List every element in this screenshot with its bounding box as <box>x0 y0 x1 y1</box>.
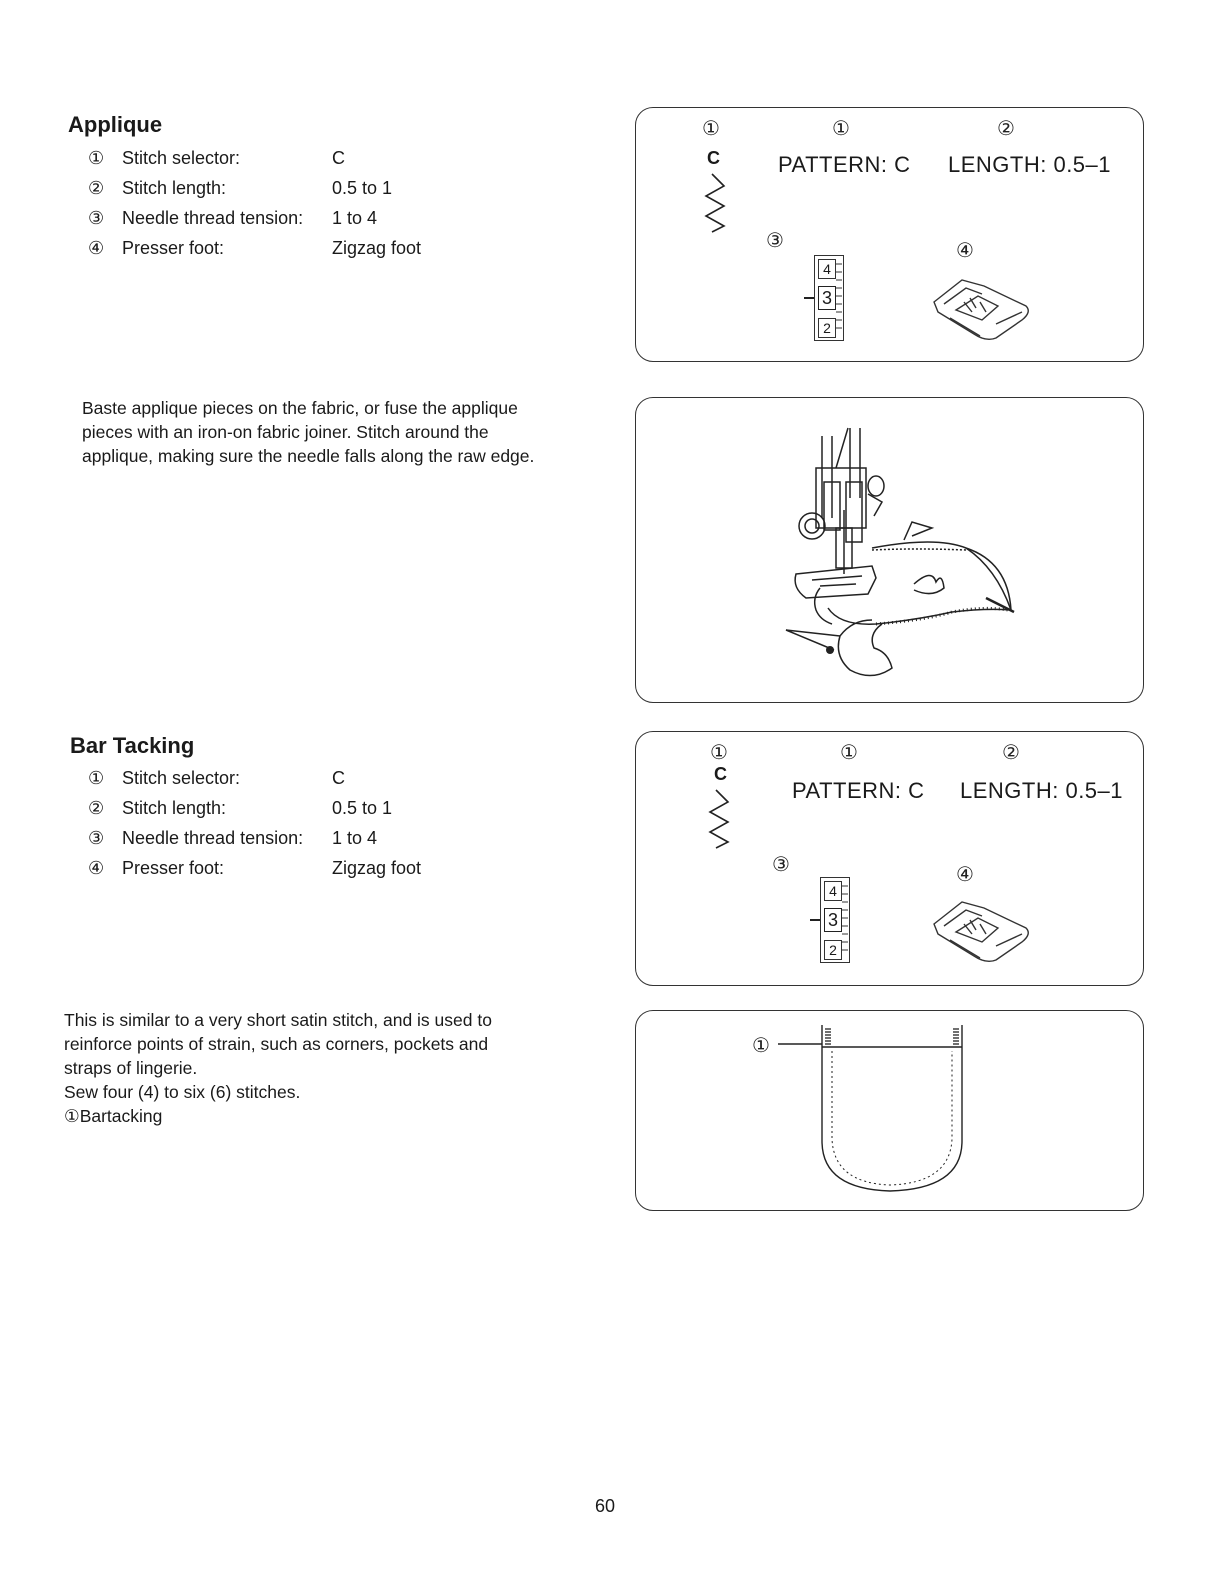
marker-length: ② <box>997 118 1015 140</box>
applique-description <box>82 396 534 468</box>
setting-number: ④ <box>88 238 105 258</box>
pattern-display: PATTERN: C <box>792 778 925 803</box>
setting-value: 1 to 4 <box>332 828 378 848</box>
description-line: ①Bartacking <box>64 1106 163 1126</box>
setting-row <box>88 793 421 823</box>
setting-label: Stitch length: <box>122 798 227 818</box>
page-number: 60 <box>594 1496 616 1516</box>
zigzag-foot-icon <box>926 268 1036 348</box>
dial-value: 4 <box>824 881 842 901</box>
description-line: Baste applique pieces on the fabric, or fuse the applique <box>82 398 518 418</box>
marker-foot: ④ <box>956 240 974 262</box>
marker-length: ② <box>1002 742 1020 764</box>
marker-tension: ③ <box>766 230 784 252</box>
setting-label: Stitch selector: <box>122 768 241 788</box>
applique-illustration-panel <box>635 397 1144 703</box>
setting-value: C <box>332 768 345 788</box>
dial-value-selected: 3 <box>824 908 842 932</box>
marker-selector: ① <box>702 118 720 140</box>
dial-indicator <box>804 297 814 299</box>
marker-pattern: ① <box>832 118 850 140</box>
dial-value-selected: 3 <box>818 286 836 310</box>
setting-row <box>88 763 421 793</box>
bar-tacking-settings-panel <box>635 731 1144 986</box>
description-line: applique, making sure the needle falls along the raw edge. <box>82 446 535 466</box>
stitch-letter: C <box>707 148 720 168</box>
bar-tacking-settings <box>88 763 421 883</box>
description-line: This is similar to a very short satin stitch, and is used to <box>64 1010 492 1030</box>
bar-tacking-description <box>64 1008 492 1128</box>
setting-row <box>88 853 421 883</box>
setting-label: Needle thread tension: <box>122 828 304 848</box>
setting-row <box>88 233 421 263</box>
bar-tacking-heading: Bar Tacking <box>70 733 195 758</box>
setting-number: ④ <box>88 858 105 878</box>
description-line: reinforce points of strain, such as corners, pockets and <box>64 1034 489 1054</box>
bar-tacking-pocket-panel <box>635 1010 1144 1211</box>
setting-value: Zigzag foot <box>332 238 422 258</box>
setting-value: 0.5 to 1 <box>332 178 393 198</box>
setting-label: Stitch selector: <box>122 148 241 168</box>
zigzag-stitch-icon <box>702 172 728 234</box>
length-display: LENGTH: 0.5–1 <box>948 152 1112 177</box>
setting-row <box>88 823 421 853</box>
zigzag-stitch-icon <box>706 788 732 850</box>
dial-indicator <box>810 919 820 921</box>
tension-dial <box>814 255 844 341</box>
setting-value: 0.5 to 1 <box>332 798 393 818</box>
setting-number: ② <box>88 178 105 198</box>
description-line: pieces with an iron-on fabric joiner. Stitch around the <box>82 422 489 442</box>
setting-value: C <box>332 148 345 168</box>
setting-number: ③ <box>88 208 105 228</box>
setting-row <box>88 143 421 173</box>
marker-pattern: ① <box>840 742 858 764</box>
setting-value: 1 to 4 <box>332 208 378 228</box>
sewing-machine-applique-illustration <box>636 398 1143 702</box>
setting-number: ① <box>88 768 105 788</box>
marker-tension: ③ <box>772 854 790 876</box>
length-display: LENGTH: 0.5–1 <box>960 778 1124 803</box>
setting-label: Stitch length: <box>122 178 227 198</box>
applique-settings-panel <box>635 107 1144 362</box>
marker-selector: ① <box>710 742 728 764</box>
setting-label: Needle thread tension: <box>122 208 304 228</box>
applique-heading: Applique <box>68 112 163 137</box>
stitch-letter: C <box>714 764 727 784</box>
setting-number: ② <box>88 798 105 818</box>
pocket-bartack-illustration <box>636 1011 1143 1210</box>
zigzag-foot-icon <box>926 890 1036 970</box>
setting-value: Zigzag foot <box>332 858 422 878</box>
bartack-marker: ① <box>752 1035 770 1057</box>
dial-value: 2 <box>818 318 836 338</box>
marker-foot: ④ <box>956 864 974 886</box>
pattern-display: PATTERN: C <box>778 152 911 177</box>
description-line: straps of lingerie. <box>64 1058 198 1078</box>
setting-number: ③ <box>88 828 105 848</box>
setting-label: Presser foot: <box>122 238 225 258</box>
dial-value: 2 <box>824 940 842 960</box>
tension-dial <box>820 877 850 963</box>
dial-value: 4 <box>818 259 836 279</box>
description-line: Sew four (4) to six (6) stitches. <box>64 1082 301 1102</box>
setting-label: Presser foot: <box>122 858 225 878</box>
applique-settings <box>88 143 421 263</box>
setting-row <box>88 173 421 203</box>
setting-row <box>88 203 421 233</box>
setting-number: ① <box>88 148 105 168</box>
